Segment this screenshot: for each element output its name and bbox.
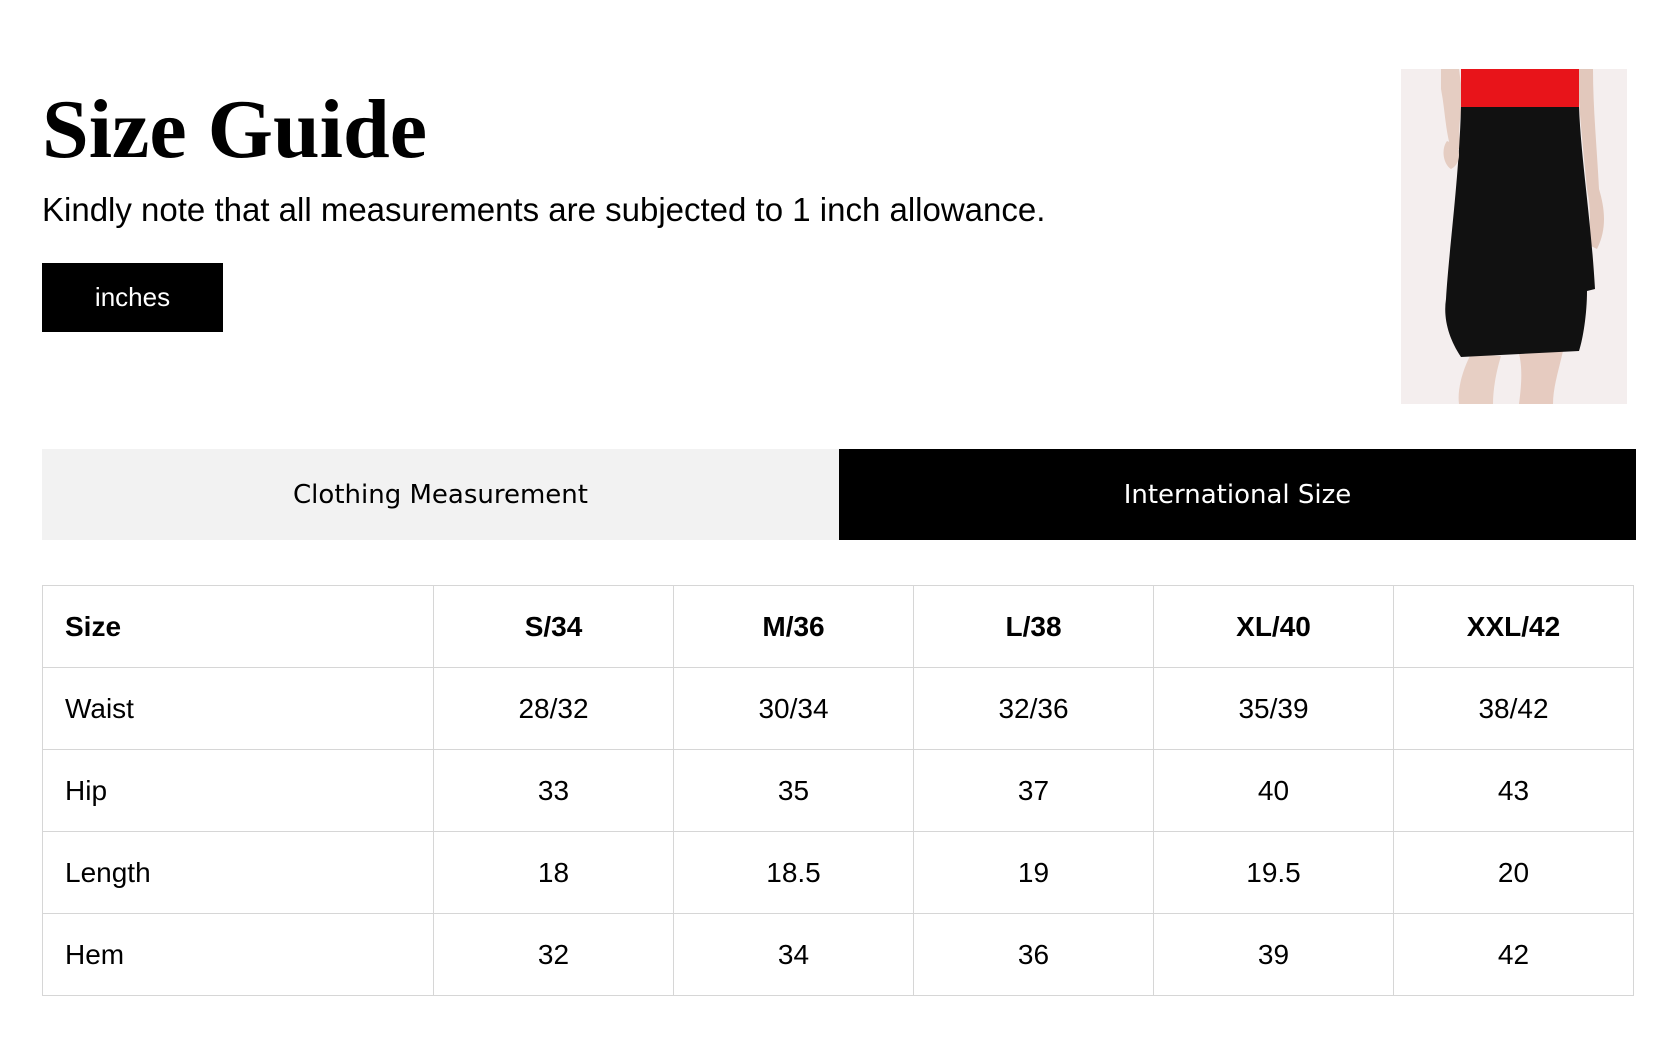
table-cell: 28/32 xyxy=(434,668,674,750)
table-cell: 34 xyxy=(674,914,914,996)
table-cell: 32/36 xyxy=(914,668,1154,750)
size-table xyxy=(42,585,1634,996)
table-row xyxy=(43,750,1634,832)
table-cell: 35/39 xyxy=(1154,668,1394,750)
table-cell: 35 xyxy=(674,750,914,832)
table-cell: 20 xyxy=(1394,832,1634,914)
table-cell: 39 xyxy=(1154,914,1394,996)
table-header-cell: XXL/42 xyxy=(1394,586,1634,668)
row-label-length: Length xyxy=(43,832,434,914)
tab-international-size[interactable]: International Size xyxy=(839,449,1636,540)
table-cell: 19 xyxy=(914,832,1154,914)
row-label-hem: Hem xyxy=(43,914,434,996)
table-row xyxy=(43,668,1634,750)
table-row xyxy=(43,832,1634,914)
table-row xyxy=(43,914,1634,996)
table-cell: 40 xyxy=(1154,750,1394,832)
table-header-size: Size xyxy=(43,586,434,668)
product-image xyxy=(1401,69,1627,404)
table-header-row xyxy=(43,586,1634,668)
table-cell: 33 xyxy=(434,750,674,832)
table-header-cell: S/34 xyxy=(434,586,674,668)
table-header-cell: L/38 xyxy=(914,586,1154,668)
page-title: Size Guide xyxy=(42,83,428,176)
table-header-cell: M/36 xyxy=(674,586,914,668)
table-cell: 42 xyxy=(1394,914,1634,996)
allowance-note: Kindly note that all measurements are subjected to 1 inch allowance. xyxy=(42,191,1046,228)
table-cell: 18.5 xyxy=(674,832,914,914)
tab-clothing-measurement[interactable]: Clothing Measurement xyxy=(42,449,839,540)
size-tabs xyxy=(42,449,1636,540)
table-header-cell: XL/40 xyxy=(1154,586,1394,668)
unit-toggle-button[interactable]: inches xyxy=(42,263,223,332)
table-cell: 36 xyxy=(914,914,1154,996)
table-cell: 32 xyxy=(434,914,674,996)
table-cell: 30/34 xyxy=(674,668,914,750)
skirt-model-photo-icon xyxy=(1401,69,1627,404)
row-label-hip: Hip xyxy=(43,750,434,832)
row-label-waist: Waist xyxy=(43,668,434,750)
table-cell: 18 xyxy=(434,832,674,914)
table-cell: 37 xyxy=(914,750,1154,832)
table-cell: 43 xyxy=(1394,750,1634,832)
table-cell: 38/42 xyxy=(1394,668,1634,750)
table-cell: 19.5 xyxy=(1154,832,1394,914)
